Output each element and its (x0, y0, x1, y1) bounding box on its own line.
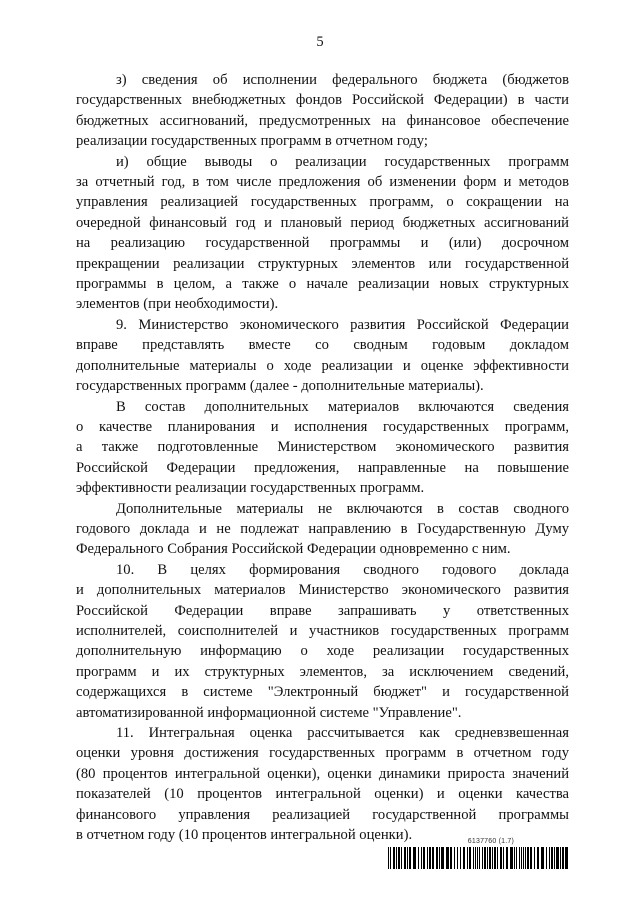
barcode-bar (521, 847, 522, 869)
paragraph-z (76, 70, 569, 152)
barcode-bar (482, 847, 483, 869)
barcode-bar (409, 847, 411, 869)
barcode-bar (454, 847, 455, 869)
barcode-bar (393, 847, 395, 869)
barcode-image (388, 847, 570, 869)
text-line: В состав дополнительных материалов включаются сведения (116, 398, 569, 415)
barcode-bar (523, 847, 524, 869)
text-line: Российской Федерации предложения, направленные на повышение (76, 459, 569, 476)
barcode-bar (467, 847, 468, 869)
barcode-bar (534, 847, 535, 869)
paragraph-p10 (76, 560, 569, 723)
text-line: показателей (10 процентов интегральной оценки) и оценки качества (76, 786, 569, 803)
text-line: Российской Федерации вправе запрашивать у ответственных (76, 602, 569, 619)
text-line: а также подготовленные Министерством экономического развития (76, 439, 569, 456)
barcode-bar (479, 847, 480, 869)
text-line: Дополнительные материалы не включаются в состав сводного (116, 500, 569, 517)
barcode-bar (427, 847, 428, 869)
paragraph-p9c (76, 499, 569, 560)
barcode-bar (450, 847, 452, 869)
barcode-bar (556, 847, 559, 869)
barcode-bar (390, 847, 391, 869)
barcode-bar (492, 847, 493, 869)
text-line: автоматизированной информационной системе "Управление". (76, 704, 462, 721)
text-line: и) общие выводы о реализации государственных программ (116, 153, 569, 170)
barcode-bar (484, 847, 486, 869)
barcode-bar (460, 847, 461, 869)
barcode-bar (551, 847, 553, 869)
paragraph-p9 (76, 315, 569, 397)
paragraph-p9b (76, 397, 569, 499)
barcode-bar (554, 847, 555, 869)
page-number: 5 (316, 34, 324, 50)
text-line: реализации государственных программ в отчетном году; (76, 133, 428, 150)
barcode-bar (441, 847, 444, 869)
barcode-bar (404, 847, 406, 869)
barcode-bar (407, 847, 408, 869)
barcode-bar (519, 847, 520, 869)
barcode-bar (457, 847, 458, 869)
barcode-bar (477, 847, 478, 869)
text-line: содержащихся в системе "Электронный бюджет" и государственной (76, 684, 569, 701)
barcode-bar (473, 847, 474, 869)
barcode-bar (560, 847, 561, 869)
barcode-bar (396, 847, 397, 869)
text-line: программы в целом, а также о начале реализации новых структурных (76, 276, 569, 293)
barcode-bar (565, 847, 568, 869)
barcode-bar (418, 847, 419, 869)
barcode-bar (549, 847, 550, 869)
barcode-bar (506, 847, 508, 869)
barcode-bar (421, 847, 422, 869)
text-line: эффективности реализации государственных программ. (76, 480, 425, 497)
text-line: очередной финансовый год и плановый период бюджетных ассигнований (76, 214, 569, 231)
barcode-bar (439, 847, 440, 869)
text-line: прекращении реализации структурных элементов или государственной (76, 255, 569, 272)
barcode-bar (446, 847, 449, 869)
barcode-bar (487, 847, 488, 869)
barcode-bar (510, 847, 513, 869)
barcode-bar (469, 847, 471, 869)
barcode-block (388, 838, 570, 869)
text-line: 11. Интегральная оценка рассчитывается как средневзвешенная (116, 725, 569, 741)
barcode-bar (388, 847, 389, 869)
barcode-bar (514, 847, 515, 869)
text-line: 9. Министерство экономического развития Российской Федерации (116, 316, 569, 333)
barcode-bar (432, 847, 434, 869)
barcode-bar (463, 847, 465, 869)
barcode-bar (489, 847, 491, 869)
text-line: (80 процентов интегральной оценки), оценки динамики прироста значений (76, 765, 569, 782)
text-line: элементов (при необходимости). (76, 296, 279, 313)
barcode-bar (530, 847, 532, 869)
text-line: з) сведения об исполнении федерального бюджета (бюджетов (116, 72, 569, 88)
barcode-bar (527, 847, 529, 869)
text-line: дополнительные материалы о ходе реализации и оценке эффективности (76, 357, 569, 374)
text-line: управления реализацией государственных программ, о сокращении на (76, 194, 569, 211)
barcode-bar (546, 847, 547, 869)
text-line: оценки уровня достижения государственных программ в отчетном году (76, 745, 569, 762)
text-line: в отчетном году (10 процентов интегральной оценки). (76, 827, 413, 844)
barcode-bar (423, 847, 425, 869)
text-line: на реализацию государственной программы и (или) досрочном (76, 235, 569, 252)
text-line: исполнителей, соисполнителей и участников государственных программ (76, 622, 569, 639)
barcode-bar (413, 847, 416, 869)
barcode-bar (497, 847, 498, 869)
text-line: дополнительную информацию о ходе реализации государственных (76, 643, 569, 660)
text-line: государственных программ (далее - дополнительные материалы). (76, 378, 484, 395)
text-line: программ и их структурных элементов, за исключением сведений, (76, 663, 569, 680)
text-line: о качестве планирования и исполнения государственных программ, (76, 418, 569, 435)
text-line: и дополнительных материалов Министерство экономического развития (76, 582, 569, 599)
barcode-bar (398, 847, 400, 869)
barcode-label: 6137760 (1.7) (467, 838, 514, 845)
paragraph-i (76, 152, 569, 315)
text-line: за отчетный год, в том числе предложения об изменении форм и методов (76, 174, 569, 191)
paragraph-p11 (76, 723, 569, 845)
barcode-bar (541, 847, 544, 869)
barcode-bar (475, 847, 476, 869)
text-line: годового доклада и не подлежат направлению в Государственную Думу (76, 520, 569, 537)
barcode-bar (503, 847, 504, 869)
barcode-bar (436, 847, 438, 869)
barcode-bar (516, 847, 517, 869)
barcode-bar (401, 847, 402, 869)
text-line: государственных внебюджетных фондов Российской Федерации) в части (76, 92, 569, 109)
document-body (76, 70, 569, 845)
barcode-bar (500, 847, 502, 869)
barcode-bar (562, 847, 564, 869)
text-line: финансового управления реализацией государственной программы (76, 806, 569, 823)
text-line: 10. В целях формирования сводного годового доклада (116, 561, 569, 578)
barcode-bar (537, 847, 539, 869)
text-line: бюджетных ассигнований, предусмотренных на финансовое обеспечение (76, 112, 569, 129)
text-line: вправе представлять вместе со сводным годовым докладом (76, 337, 569, 354)
barcode-bar (525, 847, 526, 869)
barcode-bar (429, 847, 431, 869)
barcode-bar (494, 847, 496, 869)
text-line: Федерального Собрания Российской Федерации одновременно с ним. (76, 541, 511, 558)
